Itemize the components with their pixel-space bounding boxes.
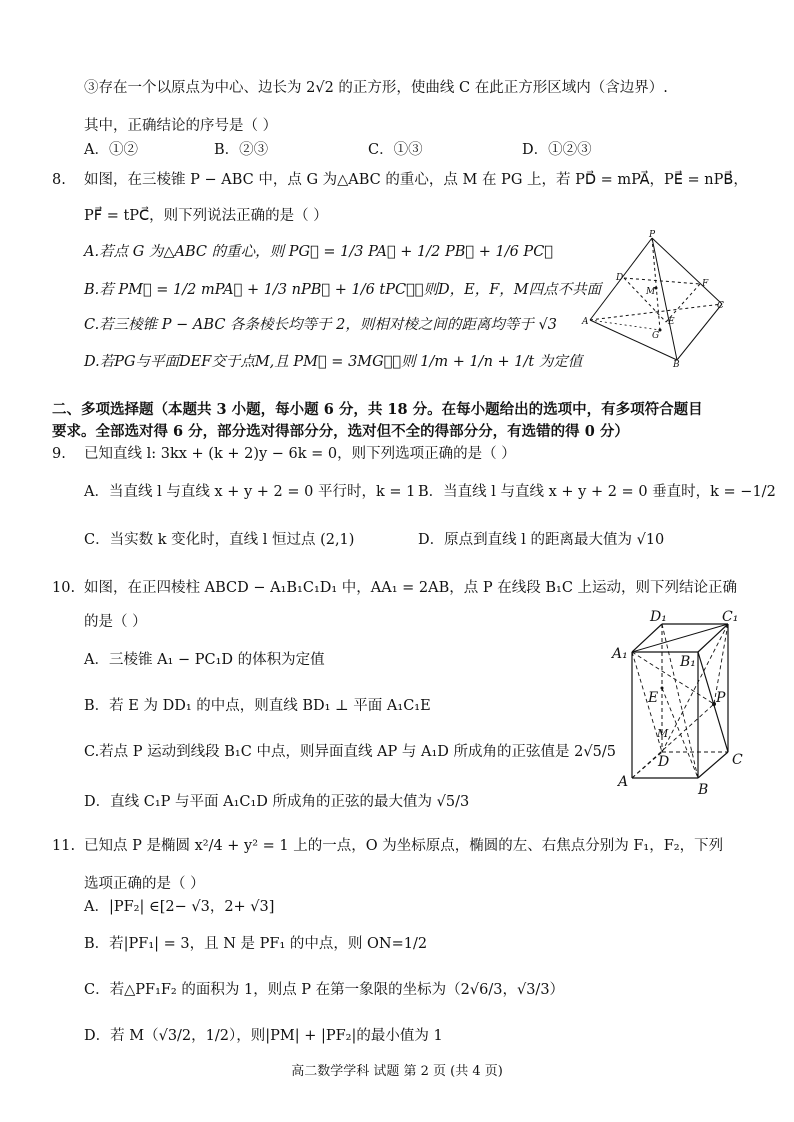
q10-figure-label-b: B: [698, 782, 709, 798]
q8-option-d: D.若PG与平面DEF交于点M,且 PM⃗ = 3MG⃗，则 1/m + 1/n + 1/t 为定值: [84, 354, 583, 370]
section2-heading-line2: 要求。全部选对得 6 分，部分选对得部分分，选对但不全的得部分分，有选错的得 0 分）: [52, 423, 629, 440]
q10-figure-label-d1: D₁: [650, 609, 667, 625]
q11-stem-line2: 选项正确的是（ ）: [84, 876, 205, 892]
q8-figure-label-d: D: [616, 273, 624, 283]
q8-figure-label-g: G: [652, 331, 660, 341]
q10-option-a: A．三棱锥 A₁ − PC₁D 的体积为定值: [84, 652, 325, 668]
q9-stem: 已知直线 l: 3kx + (k + 2)y − 6k = 0，则下列选项正确的是（ ）: [84, 446, 516, 462]
page-footer: 高二数学学科 试题 第 2 页 (共 4 页): [291, 1064, 503, 1079]
q8-figure-label-c: C: [717, 301, 724, 311]
q10-stem-line2: 的是（ ）: [84, 614, 147, 630]
q10-figure-label-a: A: [618, 774, 629, 790]
q8-stem-line2: PF⃗ = tPC⃗，则下列说法正确的是（ ）: [84, 208, 328, 224]
q8-tetrahedron-figure: [580, 228, 730, 368]
q11-number: 11.: [52, 838, 76, 854]
q9-option-a: A．当直线 l 与直线 x + y + 2 = 0 平行时，k = 1: [84, 484, 416, 500]
q8-figure-label-b: B: [673, 360, 680, 368]
q11-option-c: C．若△PF₁F₂ 的面积为 1，则点 P 在第一象限的坐标为（2√6/3，√3/3）: [84, 982, 565, 998]
q7-item-3: ③存在一个以原点为中心、边长为 2√2 的正方形，使曲线 C 在此正方形区域内（含边界）.: [84, 80, 668, 96]
q9-option-d: D．原点到直线 l 的距离最大值为 √10: [418, 532, 665, 548]
q10-option-c: C.若点 P 运动到线段 B₁C 中点，则异面直线 AP 与 A₁D 所成角的正弦值是 2√5/5: [84, 744, 616, 760]
q8-stem-line1: 如图，在三棱锥 P − ABC 中，点 G 为△ABC 的重心，点 M 在 PG 上，若 PD⃗ = mPA⃗，PE⃗ = nPB⃗，: [84, 172, 748, 188]
q8-option-b: B.若 PM⃗ = 1/2 mPA⃗ + 1/3 nPB⃗ + 1/6 tPC⃗，则D，E，F，M四点不共面: [84, 282, 602, 298]
q11-stem-line1: 已知点 P 是椭圆 x²/4 + y² = 1 上的一点，O 为坐标原点，椭圆的左、右焦点分别为 F₁，F₂，下列: [84, 838, 724, 854]
q10-prism-figure: [610, 606, 760, 802]
q8-option-a: A.若点 G 为△ABC 的重心，则 PG⃗ = 1/3 PA⃗ + 1/2 PB⃗ + 1/6 PC⃗: [84, 244, 553, 260]
section2-heading-line1: 二、多项选择题（本题共 3 小题，每小题 6 分，共 18 分。在每小题给出的选项中，有多项符合题目: [52, 401, 703, 418]
q10-figure-label-p: P: [716, 690, 726, 706]
q10-figure-label-d: D: [658, 754, 670, 770]
q8-number: 8.: [52, 172, 66, 188]
q11-option-b: B．若|PF₁| = 3，且 N 是 PF₁ 的中点，则 ON=1/2: [84, 936, 428, 952]
q10-number: 10.: [52, 580, 76, 596]
q8-figure-label-f: F: [702, 279, 709, 289]
q9-number: 9.: [52, 446, 66, 462]
q8-option-c: C.若三棱锥 P − ABC 各条棱长均等于 2，则相对棱之间的距离均等于 √3: [84, 317, 557, 333]
q10-figure-label-c: C: [732, 752, 743, 768]
q8-figure-label-m: M: [646, 287, 656, 297]
q9-option-c: C．当实数 k 变化时，直线 l 恒过点 (2,1): [84, 532, 355, 548]
q11-option-d: D．若 M（√3/2，1/2），则|PM| + |PF₂|的最小值为 1: [84, 1028, 443, 1044]
q8-figure-label-a: A: [582, 317, 589, 327]
q7-stem-end: 其中，正确结论的序号是（ ）: [84, 118, 278, 134]
q10-figure-label-c1: C₁: [722, 609, 739, 625]
q7-option-c: C．①③: [368, 142, 423, 158]
q10-figure-label-b1: B₁: [680, 654, 696, 670]
q10-option-b: B．若 E 为 DD₁ 的中点，则直线 BD₁ ⊥ 平面 A₁C₁E: [84, 698, 431, 714]
q10-figure-label-e: E: [648, 690, 659, 706]
q7-option-a: A．①②: [84, 142, 138, 158]
q7-option-d: D．①②③: [522, 142, 592, 158]
q10-stem-line1: 如图，在正四棱柱 ABCD − A₁B₁C₁D₁ 中，AA₁ = 2AB，点 P 在线段 B₁C 上运动，则下列结论正确: [84, 580, 738, 596]
q11-option-a: A．|PF₂| ∈[2− √3，2+ √3]: [84, 899, 275, 915]
q10-option-d: D．直线 C₁P 与平面 A₁C₁D 所成角的正弦的最大值为 √5/3: [84, 794, 470, 810]
q7-option-b: B．②③: [214, 142, 269, 158]
q10-figure-label-m: M: [657, 727, 669, 740]
q10-figure-label-a1: A₁: [612, 646, 628, 662]
q8-figure-label-p: P: [649, 230, 656, 240]
q9-option-b: B．当直线 l 与直线 x + y + 2 = 0 垂直时，k = −1/2: [418, 484, 776, 500]
q8-figure-label-e: E: [668, 317, 675, 327]
